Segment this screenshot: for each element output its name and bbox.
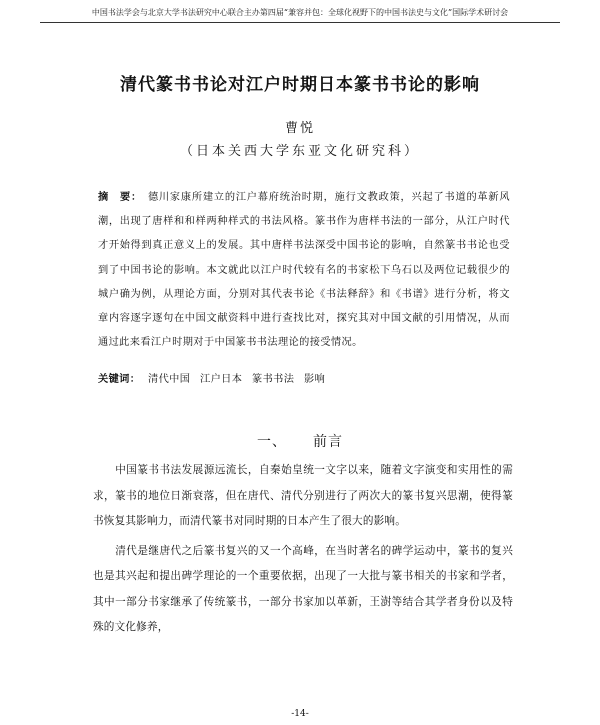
page-number: -14-: [291, 709, 309, 719]
running-header: 中国书法学会与北京大学书法研究中心联合主办第四届“兼容并包：全球化视野下的中国书法史与文化”国际学术研讨会: [91, 8, 509, 17]
section-heading: [40, 431, 560, 451]
keyword: 篆书书法: [252, 374, 295, 385]
paper-title: 清代篆书书论对江户时期日本篆书书论的影响: [120, 75, 480, 95]
keywords-label: 关键词：: [98, 373, 141, 385]
abstract-text: 德川家康所建立的江户幕府统治时期，施行文教政策，兴起了书道的革新风潮，出现了唐样和和样两种样式的书法风格。篆书作为唐样书法的一部分，从江户时代才开始得到真正意义上的发展。其中唐样书法深受中国书论的影响，自然篆书书论也受到了中国书论的影响。本文就此以江户时代较有名的书家松下乌石以及两位记载很少的城户确为例，从理论方面，分别对其代表书论《书法释辞》和《书谱》进行分析，将文章内容逐字逐句在中国文献资料中进行查找比对，探究其对中国文献的引用情况，从而通过此来看江户时期对于中国篆书书法理论的接受情况。: [98, 192, 510, 349]
paragraph: 中国篆书书法发展源远流长，自秦始皇统一文字以来，随着文字演变和实用性的需求，篆书的地位日渐衰落，但在唐代、清代分别进行了两次大的篆书复兴思潮，使得篆书恢复其影响力，而清代篆书对同时期的日本产生了很大的影响。: [93, 464, 513, 527]
author-affiliation: （日本关西大学东亚文化研究科）: [179, 144, 420, 159]
author-name: 曹悦: [284, 121, 315, 136]
keyword: 影响: [304, 374, 326, 385]
keywords-block: [98, 372, 510, 387]
abstract-label: 摘 要：: [98, 191, 142, 203]
header-divider: [40, 22, 560, 23]
keyword: 江户日本: [200, 374, 243, 385]
abstract-block: [98, 185, 510, 355]
section-number: 一、: [257, 434, 287, 450]
section-title: 前言: [313, 434, 343, 450]
keyword: 清代中国: [148, 374, 191, 385]
body-text: [93, 458, 513, 645]
paragraph: 清代是继唐代之后篆书复兴的又一个高峰，在当时著名的碑学运动中，篆书的复兴也是其兴起和提出碑学理论的一个重要依据，出现了一大批与篆书相关的书家和学者，其中一部分书家继承了传统篆书，一部分书家加以革新，王澍等结合其学者身份以及特殊的文化修养，: [93, 544, 513, 633]
